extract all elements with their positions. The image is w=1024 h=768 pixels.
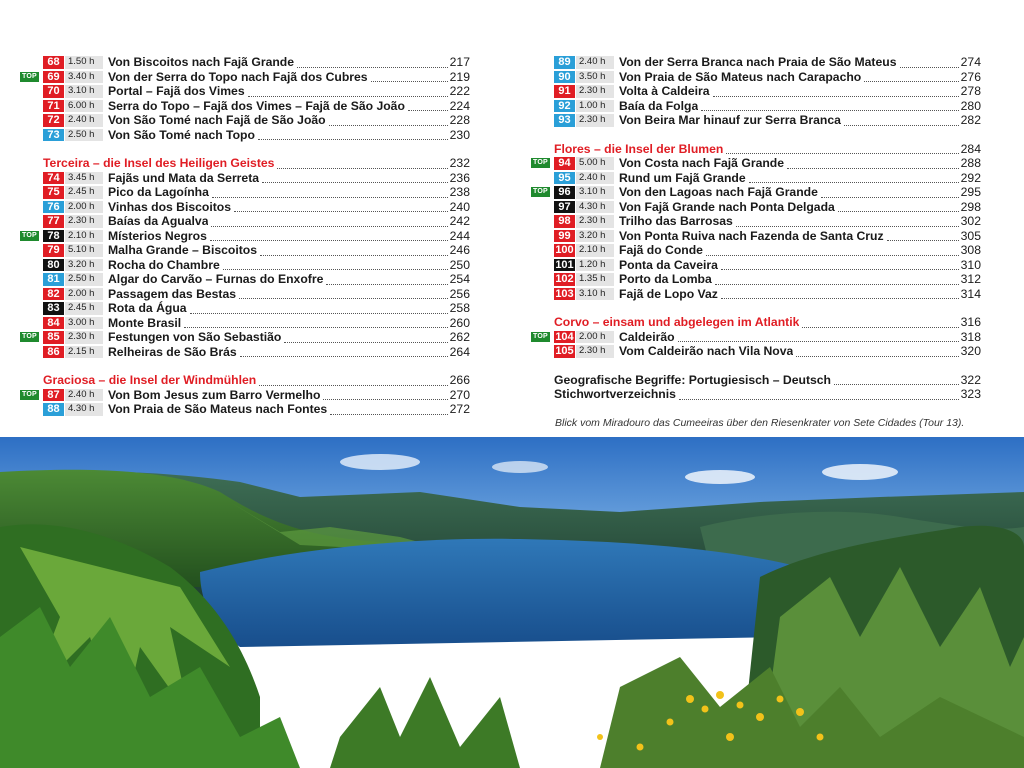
dot-leader: [900, 57, 959, 68]
section-title: Terceira – die Insel des Heiligen Geistes: [43, 156, 275, 170]
dot-leader: [701, 100, 958, 111]
tour-number: 84: [43, 317, 64, 330]
dot-leader: [190, 303, 448, 314]
toc-section-heading[interactable]: [20, 156, 470, 171]
page-number: 282: [960, 113, 981, 127]
page-number: 305: [960, 228, 981, 243]
page-number: 224: [449, 98, 470, 113]
tour-number: 70: [43, 85, 64, 98]
tour-duration: 5.10 h: [65, 244, 103, 257]
toc-entry[interactable]: [20, 171, 470, 186]
tour-number: 104: [555, 330, 574, 343]
toc-entry[interactable]: [20, 301, 470, 316]
entry-title: Volta à Caldeira: [619, 84, 710, 98]
page-number: 244: [449, 228, 470, 243]
toc-entry[interactable]: [531, 113, 981, 128]
dot-leader: [284, 332, 447, 343]
dot-leader: [326, 274, 447, 285]
entry-title: Von Praia de São Mateus nach Carapacho: [619, 69, 862, 84]
tour-duration: 2.00 h: [65, 201, 103, 214]
toc-entry[interactable]: [20, 214, 470, 229]
toc-entry[interactable]: [20, 128, 470, 143]
entry-title: Von Ponta Ruiva nach Fazenda de Santa Cruz: [619, 228, 884, 243]
page-number: 238: [449, 185, 470, 199]
toc-entry[interactable]: [531, 214, 981, 229]
tour-number: 68: [43, 56, 64, 69]
tour-duration: 2.40 h: [65, 114, 103, 127]
page-number: 295: [960, 185, 981, 199]
entry-title: Ponta da Caveira: [619, 257, 718, 272]
tour-number: 83: [43, 302, 64, 315]
toc-entry[interactable]: [20, 113, 470, 128]
tour-duration: 2.30 h: [65, 331, 103, 344]
page-number: 278: [960, 84, 981, 98]
toc-entry[interactable]: [20, 272, 470, 287]
tour-duration: 1.35 h: [576, 273, 614, 286]
entry-title: Baía da Folga: [619, 98, 699, 113]
entry-title: Pico da Lagoínha: [108, 185, 209, 199]
toc-entry[interactable]: [531, 258, 981, 273]
page-number: 274: [960, 55, 981, 69]
dot-leader: [240, 346, 448, 357]
top-badge-slot: [20, 72, 43, 82]
dot-leader: [329, 115, 448, 126]
entry-title: Monte Brasil: [108, 315, 182, 330]
toc-entry[interactable]: [531, 272, 981, 287]
tour-number: 89: [554, 56, 575, 69]
landscape-photo: [0, 437, 1024, 768]
tour-number: 82: [43, 288, 64, 301]
page-number: 323: [960, 387, 981, 401]
toc-appendix-entry[interactable]: [531, 387, 981, 402]
page-number: 272: [449, 402, 470, 416]
entry-title: Von Costa nach Fajã Grande: [619, 156, 785, 170]
page-number: 219: [449, 69, 470, 84]
tour-duration: 4.30 h: [65, 403, 103, 416]
entry-title: Passagem das Bestas: [108, 286, 237, 301]
toc-entry[interactable]: [531, 344, 981, 359]
tour-duration: 1.50 h: [65, 56, 103, 69]
toc-entry[interactable]: [531, 200, 981, 215]
toc-entry[interactable]: [531, 287, 981, 302]
dot-leader: [834, 374, 959, 385]
top-badge: TOP: [533, 188, 548, 196]
top-badge: TOP: [22, 333, 37, 341]
entry-title: Von São Tomé nach Topo: [108, 127, 255, 142]
tour-duration: 2.30 h: [576, 215, 614, 228]
page-number: 310: [960, 257, 981, 272]
toc-entry[interactable]: [531, 171, 981, 186]
entry-title: Rota da Água: [108, 301, 187, 315]
entry-title: Caldeirão: [619, 329, 675, 344]
dot-leader: [323, 389, 447, 400]
dot-leader: [736, 216, 959, 227]
toc-entry[interactable]: [531, 185, 981, 200]
tour-number: 91: [554, 85, 575, 98]
tour-number: 69: [43, 71, 64, 84]
tour-number: 94: [554, 157, 575, 170]
dot-leader: [408, 100, 448, 111]
toc-entry[interactable]: [531, 70, 981, 85]
tour-duration: 3.20 h: [576, 230, 614, 243]
entry-title: Baías da Agualva: [108, 214, 209, 228]
tour-duration: 2.30 h: [576, 85, 614, 98]
entry-title: Von der Serra Branca nach Praia de São Mateus: [619, 55, 897, 69]
page-number: 318: [960, 329, 981, 344]
dot-leader: [258, 129, 448, 140]
dot-leader: [248, 86, 448, 97]
page-number: 258: [449, 301, 470, 315]
tour-number: 92: [554, 100, 575, 113]
top-badge: TOP: [22, 390, 37, 398]
toc-entry[interactable]: [531, 84, 981, 99]
entry-title: Serra do Topo – Fajã dos Vimes – Fajã de São João: [108, 98, 405, 113]
toc-entry[interactable]: [20, 316, 470, 331]
tour-number: 99: [554, 230, 575, 243]
dot-leader: [715, 274, 959, 285]
page-number: 308: [960, 243, 981, 257]
section-spacer: [20, 142, 470, 156]
toc-entry[interactable]: [20, 70, 470, 85]
entry-title: Fajãs und Mata da Serreta: [108, 170, 260, 185]
toc-section-heading[interactable]: [531, 315, 981, 330]
tour-number: 85: [43, 331, 64, 344]
entry-title: Malha Grande – Biscoitos: [108, 243, 257, 257]
top-badge-slot: [531, 332, 554, 342]
tour-duration: 2.40 h: [576, 56, 614, 69]
dot-leader: [262, 172, 448, 183]
tour-duration: 3.45 h: [65, 172, 103, 185]
entry-title: Rund um Fajã Grande: [619, 170, 746, 185]
dot-leader: [239, 288, 448, 299]
entry-title: Vinhas dos Biscoitos: [108, 199, 232, 214]
tour-number: 103: [555, 287, 574, 300]
dot-leader: [259, 375, 447, 386]
tour-number: 86: [43, 346, 64, 359]
page-number: 260: [449, 315, 470, 330]
top-badge-slot: [531, 158, 554, 168]
page-number: 230: [449, 127, 470, 142]
tour-duration: 2.50 h: [65, 129, 103, 142]
page-number: 320: [960, 344, 981, 358]
dot-leader: [726, 143, 958, 154]
tour-number: 80: [43, 259, 64, 272]
tour-duration: 3.00 h: [65, 317, 103, 330]
tour-duration: 2.40 h: [576, 172, 614, 185]
page-number: 266: [449, 373, 470, 387]
dot-leader: [802, 317, 958, 328]
dot-leader: [706, 245, 959, 256]
section-title: Flores – die Insel der Blumen: [554, 141, 724, 156]
toc-entry[interactable]: [20, 55, 470, 70]
page-number: 292: [960, 170, 981, 185]
entry-title: Algar do Carvão – Furnas do Enxofre: [108, 272, 324, 286]
page-number: 270: [449, 387, 470, 402]
entry-title: Porto da Lomba: [619, 272, 712, 286]
toc-entry[interactable]: [20, 243, 470, 258]
photo-caption: Blick vom Miradouro das Cumeeiras über den Riesenkrater von Sete Cidades (Tour 13).: [555, 417, 965, 429]
page-number: 222: [449, 84, 470, 98]
page-number: 276: [960, 69, 981, 84]
dot-leader: [864, 71, 958, 82]
dot-leader: [297, 57, 448, 68]
toc-entry[interactable]: [531, 330, 981, 345]
tour-duration: 5.00 h: [576, 157, 614, 170]
top-badge: TOP: [22, 72, 37, 80]
dot-leader: [184, 317, 448, 328]
tour-duration: 3.40 h: [65, 71, 103, 84]
toc-entry[interactable]: [20, 99, 470, 114]
page-number: 217: [449, 55, 470, 69]
dot-leader: [330, 404, 447, 415]
tour-number: 75: [43, 186, 64, 199]
entry-title: Rocha do Chambre: [108, 257, 220, 272]
dot-leader: [212, 187, 448, 198]
dot-leader: [721, 259, 959, 270]
page-number: 232: [449, 156, 470, 170]
top-badge-slot: [20, 390, 43, 400]
entry-title: Von Praia de São Mateus nach Fontes: [108, 402, 328, 416]
top-badge-slot: [20, 332, 43, 342]
tour-duration: 3.10 h: [576, 186, 614, 199]
entry-title: Fajã de Lopo Vaz: [619, 286, 718, 301]
toc-entry[interactable]: [20, 345, 470, 360]
tour-duration: 1.20 h: [576, 259, 614, 272]
tour-number: 72: [43, 114, 64, 127]
section-spacer: [531, 128, 981, 142]
entry-title: Von Bom Jesus zum Barro Vermelho: [108, 387, 321, 402]
page-number: 288: [960, 156, 981, 170]
section-spacer: [531, 301, 981, 315]
toc-entry[interactable]: [20, 185, 470, 200]
section-spacer: [20, 359, 470, 373]
entry-title: Von São Tomé nach Fajã de São João: [108, 113, 326, 127]
page-number: 256: [449, 286, 470, 301]
page-number: 236: [449, 170, 470, 185]
toc-entry[interactable]: [20, 388, 470, 403]
tour-duration: 2.30 h: [576, 114, 614, 127]
dot-leader: [260, 245, 448, 256]
top-badge-slot: [20, 231, 43, 241]
toc-entry[interactable]: [531, 55, 981, 70]
toc-right-column: [531, 55, 981, 402]
entry-title: Von den Lagoas nach Fajã Grande: [619, 185, 818, 199]
tour-number: 102: [555, 273, 574, 285]
tour-duration: 1.00 h: [576, 100, 614, 113]
tour-number: 79: [43, 244, 64, 257]
dot-leader: [844, 115, 959, 126]
tour-duration: 2.30 h: [576, 345, 614, 358]
tour-number: 96: [554, 186, 575, 199]
tour-duration: 2.40 h: [65, 389, 103, 402]
tour-number: 77: [43, 215, 64, 228]
entry-title: Trilho das Barrosas: [619, 214, 733, 228]
top-badge: TOP: [22, 231, 37, 239]
entry-title: Geografische Begriffe: Portugiesisch – Deutsch: [554, 372, 831, 387]
toc-entry[interactable]: [531, 229, 981, 244]
entry-title: Stichwortverzeichnis: [554, 387, 676, 401]
entry-title: Fajã do Conde: [619, 243, 703, 257]
tour-duration: 4.30 h: [576, 201, 614, 214]
tour-duration: 2.10 h: [65, 230, 103, 243]
entry-title: Portal – Fajã dos Vimes: [108, 84, 245, 98]
page-number: 298: [960, 199, 981, 214]
tour-duration: 2.45 h: [65, 186, 103, 199]
tour-number: 90: [554, 71, 575, 84]
dot-leader: [796, 346, 958, 357]
tour-number: 95: [554, 172, 575, 185]
entry-title: Von Biscoitos nach Fajã Grande: [108, 55, 295, 69]
page-number: 240: [449, 199, 470, 214]
toc-entry[interactable]: [20, 200, 470, 215]
toc-entry[interactable]: [20, 84, 470, 99]
section-title: Graciosa – die Insel der Windmühlen: [43, 373, 257, 387]
tour-duration: 2.15 h: [65, 346, 103, 359]
page-number: 264: [449, 344, 470, 359]
dot-leader: [821, 187, 959, 198]
top-badge-slot: [531, 187, 554, 197]
page-number: 242: [449, 214, 470, 228]
tour-number: 93: [554, 114, 575, 127]
tour-number: 71: [43, 100, 64, 113]
page-number: 262: [449, 330, 470, 344]
tour-duration: 3.20 h: [65, 259, 103, 272]
tour-number: 78: [43, 230, 64, 243]
dot-leader: [223, 259, 448, 270]
page-number: 316: [960, 315, 981, 329]
toc-entry[interactable]: [20, 287, 470, 302]
entry-title: Von Fajã Grande nach Ponta Delgada: [619, 199, 835, 214]
tour-duration: 3.50 h: [576, 71, 614, 84]
tour-number: 74: [43, 172, 64, 185]
tour-number: 97: [554, 201, 575, 214]
entry-title: Von Beira Mar hinauf zur Serra Branca: [619, 113, 841, 127]
toc-entry[interactable]: [20, 330, 470, 345]
tour-duration: 3.10 h: [65, 85, 103, 98]
toc-entry[interactable]: [531, 243, 981, 258]
toc-section-heading[interactable]: [20, 373, 470, 388]
toc-entry[interactable]: [531, 156, 981, 171]
tour-number: 76: [43, 201, 64, 214]
entry-title: Festungen von São Sebastião: [108, 330, 282, 344]
top-badge: TOP: [533, 332, 548, 340]
page-number: 302: [960, 214, 981, 228]
page-number: 280: [960, 98, 981, 113]
page-number: 314: [960, 286, 981, 301]
toc-entry[interactable]: [531, 99, 981, 114]
dot-leader: [371, 71, 448, 82]
dot-leader: [887, 230, 959, 241]
dot-leader: [210, 230, 448, 241]
dot-leader: [679, 389, 959, 400]
tour-duration: 2.50 h: [65, 273, 103, 286]
page-number: 228: [449, 113, 470, 127]
page-number: 284: [960, 141, 981, 156]
tour-number: 105: [555, 345, 574, 357]
tour-duration: 2.10 h: [576, 244, 614, 257]
dot-leader: [211, 216, 447, 227]
toc-entry[interactable]: [20, 402, 470, 417]
tour-duration: 2.30 h: [65, 215, 103, 228]
dot-leader: [713, 86, 959, 97]
entry-title: Vom Caldeirão nach Vila Nova: [619, 344, 794, 358]
tour-number: 81: [43, 273, 64, 286]
page-number: 312: [960, 272, 981, 286]
dot-leader: [787, 158, 959, 169]
top-badge: TOP: [533, 159, 548, 167]
dot-leader: [678, 331, 959, 342]
page-number: 246: [449, 243, 470, 257]
tour-duration: 3.10 h: [576, 288, 614, 301]
entry-title: Místerios Negros: [108, 228, 207, 243]
entry-title: Von der Serra do Topo nach Fajã dos Cubres: [108, 69, 368, 84]
dot-leader: [277, 158, 447, 169]
tour-number: 98: [554, 215, 575, 228]
toc-entry[interactable]: [20, 229, 470, 244]
tour-number: 101: [555, 258, 574, 271]
tour-number: 87: [43, 389, 64, 402]
toc-appendix-entry[interactable]: [531, 373, 981, 388]
section-title: Corvo – einsam und abgelegen im Atlantik: [554, 315, 800, 329]
dot-leader: [838, 201, 959, 212]
tour-duration: 2.45 h: [65, 302, 103, 315]
toc-section-heading[interactable]: [531, 142, 981, 157]
dot-leader: [234, 201, 448, 212]
page-number: 254: [449, 272, 470, 286]
tour-number: 73: [43, 129, 64, 142]
toc-entry[interactable]: [20, 258, 470, 273]
page-number: 322: [960, 372, 981, 387]
tour-duration: 2.00 h: [576, 331, 614, 344]
tour-duration: 2.00 h: [65, 288, 103, 301]
section-spacer: [531, 359, 981, 373]
tour-number: 100: [555, 244, 574, 256]
entry-title: Relheiras de São Brás: [108, 344, 237, 359]
toc-left-column: [20, 55, 470, 417]
dot-leader: [749, 172, 959, 183]
page-number: 250: [449, 257, 470, 272]
dot-leader: [721, 288, 959, 299]
tour-duration: 6.00 h: [65, 100, 103, 113]
tour-number: 88: [43, 403, 64, 416]
